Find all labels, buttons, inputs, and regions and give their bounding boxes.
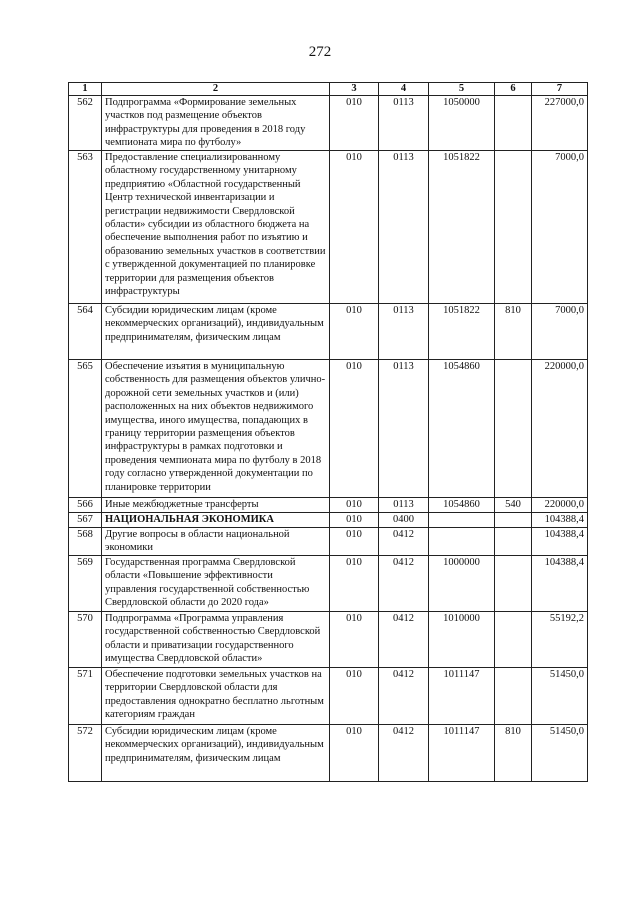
row-number-cell: 570	[69, 612, 102, 668]
admin-code-cell: 010	[330, 725, 379, 782]
amount-cell: 104388,4	[532, 528, 588, 556]
expense-type-cell: 810	[495, 725, 532, 782]
expense-type-cell	[495, 556, 532, 612]
amount-cell: 220000,0	[532, 360, 588, 498]
section-code-cell: 0412	[379, 556, 429, 612]
row-name-cell: Обеспечение подготовки земельных участков на территории Свердловской области для предоставления однократно бесплатно льготным категориям граждан	[102, 668, 330, 725]
target-code-cell: 1054860	[429, 360, 495, 498]
amount-cell: 51450,0	[532, 725, 588, 782]
amount-cell: 227000,0	[532, 96, 588, 151]
row-name-cell: Подпрограмма «Формирование земельных участков под размещение объектов инфраструктуры для проведения в 2018 году чемпионата мира по футболу»	[102, 96, 330, 151]
budget-table	[68, 82, 588, 782]
amount-cell: 104388,4	[532, 513, 588, 528]
table-row	[69, 304, 588, 360]
table-row	[69, 360, 588, 498]
amount-cell: 55192,2	[532, 612, 588, 668]
expense-type-cell: 810	[495, 304, 532, 360]
section-code-cell: 0412	[379, 528, 429, 556]
amount-cell: 7000,0	[532, 151, 588, 304]
admin-code-cell: 010	[330, 96, 379, 151]
row-number-cell: 571	[69, 668, 102, 725]
section-code-cell: 0113	[379, 498, 429, 513]
row-name-cell: Государственная программа Свердловской области «Повышение эффективности управления государственной собственностью Свердловской области до 2020 года»	[102, 556, 330, 612]
column-header: 7	[532, 83, 588, 96]
admin-code-cell: 010	[330, 668, 379, 725]
section-code-cell: 0412	[379, 612, 429, 668]
admin-code-cell: 010	[330, 556, 379, 612]
section-code-cell: 0113	[379, 96, 429, 151]
expense-type-cell	[495, 96, 532, 151]
row-name-cell: Иные межбюджетные трансферты	[102, 498, 330, 513]
page-number: 272	[308, 44, 332, 60]
row-name-cell: Предоставление специализированному областному государственному унитарному предприятию «Областной государственный Центр технической инвентаризации и регистрации недвижимости Свердловской области» субсидии из областного бюджета на обеспечение выполнения работ по изъятию и образованию земельных участков в соответствии с утвержденной документацией по планировке территории для размещения объектов инфраструктуры	[102, 151, 330, 304]
amount-cell: 104388,4	[532, 556, 588, 612]
expense-type-cell	[495, 612, 532, 668]
section-code-cell: 0400	[379, 513, 429, 528]
row-name-cell: Субсидии юридическим лицам (кроме некоммерческих организаций), индивидуальным предпринимателям, физическим лицам	[102, 304, 330, 360]
admin-code-cell: 010	[330, 360, 379, 498]
amount-cell: 7000,0	[532, 304, 588, 360]
section-code-cell: 0113	[379, 360, 429, 498]
target-code-cell	[429, 513, 495, 528]
row-number-cell: 564	[69, 304, 102, 360]
target-code-cell	[429, 528, 495, 556]
column-header: 4	[379, 83, 429, 96]
row-number-cell: 567	[69, 513, 102, 528]
row-number-cell: 572	[69, 725, 102, 782]
table-header-row	[69, 83, 588, 96]
expense-type-cell	[495, 668, 532, 725]
row-number-cell: 568	[69, 528, 102, 556]
row-name-cell: НАЦИОНАЛЬНАЯ ЭКОНОМИКА	[102, 513, 330, 528]
row-number-cell: 565	[69, 360, 102, 498]
admin-code-cell: 010	[330, 498, 379, 513]
amount-cell: 51450,0	[532, 668, 588, 725]
target-code-cell: 1051822	[429, 151, 495, 304]
admin-code-cell: 010	[330, 513, 379, 528]
target-code-cell: 1054860	[429, 498, 495, 513]
table-row	[69, 528, 588, 556]
target-code-cell: 1000000	[429, 556, 495, 612]
row-name-cell: Субсидии юридическим лицам (кроме некоммерческих организаций), индивидуальным предпринимателям, физическим лицам	[102, 725, 330, 782]
table-row	[69, 725, 588, 782]
amount-cell: 220000,0	[532, 498, 588, 513]
column-header: 5	[429, 83, 495, 96]
target-code-cell: 1010000	[429, 612, 495, 668]
target-code-cell: 1011147	[429, 668, 495, 725]
section-code-cell: 0412	[379, 668, 429, 725]
row-name-cell: Другие вопросы в области национальной экономики	[102, 528, 330, 556]
table-row	[69, 556, 588, 612]
row-name-cell: Обеспечение изъятия в муниципальную собственность для размещения объектов улично-дорожной сети земельных участков и (или) расположенных на них объектов недвижимого имущества, иного имущества, попадающих в границу территории размещения объектов инфраструктуры в рамках подготовки и проведения чемпионата мира по футболу в 2018 году согласно утвержденной документации по планировке территории	[102, 360, 330, 498]
target-code-cell: 1051822	[429, 304, 495, 360]
column-header: 3	[330, 83, 379, 96]
section-code-cell: 0113	[379, 304, 429, 360]
column-header: 6	[495, 83, 532, 96]
expense-type-cell	[495, 528, 532, 556]
column-header: 1	[69, 83, 102, 96]
section-code-cell: 0412	[379, 725, 429, 782]
expense-type-cell	[495, 513, 532, 528]
target-code-cell: 1050000	[429, 96, 495, 151]
expense-type-cell	[495, 151, 532, 304]
admin-code-cell: 010	[330, 528, 379, 556]
target-code-cell: 1011147	[429, 725, 495, 782]
table-row	[69, 96, 588, 151]
table-row	[69, 151, 588, 304]
expense-type-cell: 540	[495, 498, 532, 513]
column-header: 2	[102, 83, 330, 96]
table-row	[69, 668, 588, 725]
table-row	[69, 498, 588, 513]
row-name-cell: Подпрограмма «Программа управления государственной собственностью Свердловской области и приватизации государственного имущества Свердловской области»	[102, 612, 330, 668]
table-row	[69, 612, 588, 668]
table-row	[69, 513, 588, 528]
row-number-cell: 569	[69, 556, 102, 612]
expense-type-cell	[495, 360, 532, 498]
row-number-cell: 562	[69, 96, 102, 151]
admin-code-cell: 010	[330, 151, 379, 304]
section-code-cell: 0113	[379, 151, 429, 304]
admin-code-cell: 010	[330, 304, 379, 360]
row-number-cell: 563	[69, 151, 102, 304]
admin-code-cell: 010	[330, 612, 379, 668]
row-number-cell: 566	[69, 498, 102, 513]
